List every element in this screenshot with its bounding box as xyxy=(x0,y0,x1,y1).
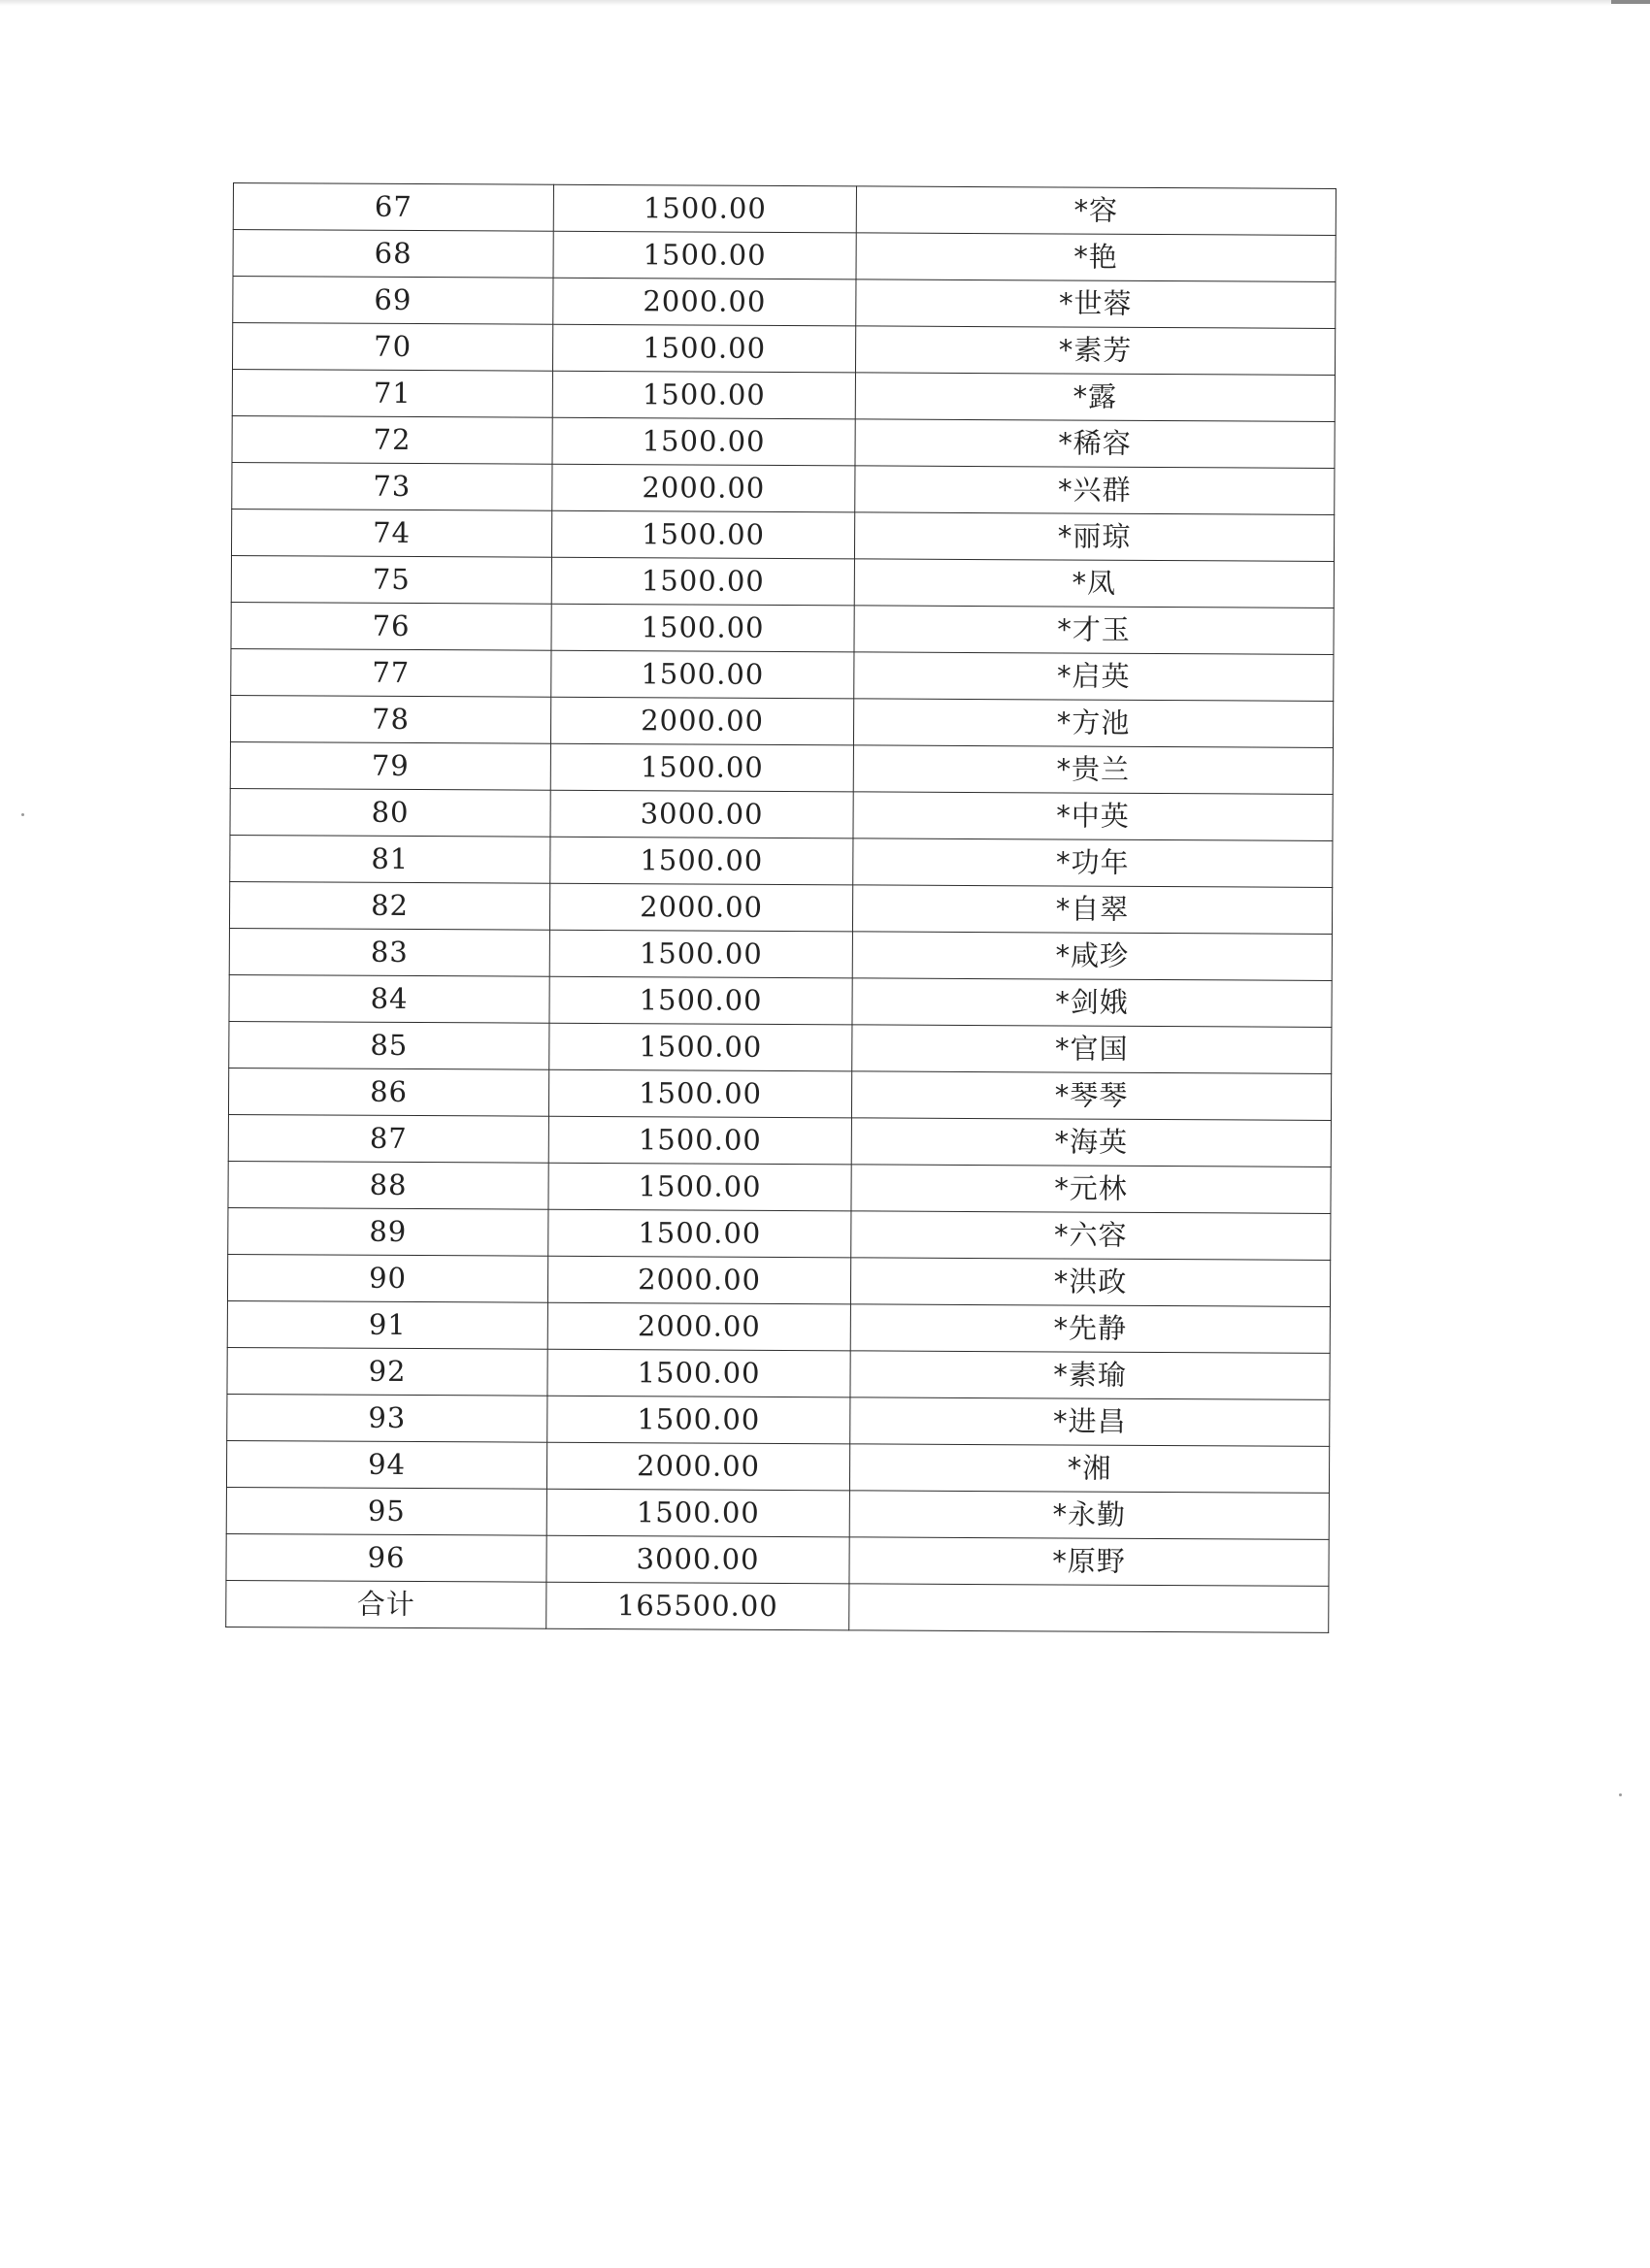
row-amount: 1500.00 xyxy=(550,837,853,885)
row-amount: 2000.00 xyxy=(550,697,853,745)
row-amount: 1500.00 xyxy=(552,371,855,419)
row-name: *丽琼 xyxy=(854,512,1334,562)
table-row xyxy=(230,741,1333,794)
row-name: *才玉 xyxy=(854,606,1334,655)
row-number: 78 xyxy=(230,695,550,743)
total-name-cell xyxy=(849,1584,1329,1633)
row-amount: 1500.00 xyxy=(548,1163,851,1211)
table-row xyxy=(232,369,1335,421)
row-number: 80 xyxy=(230,788,550,837)
row-name: *剑娥 xyxy=(852,978,1332,1028)
payment-table xyxy=(225,182,1336,1633)
row-name: *进昌 xyxy=(850,1397,1330,1447)
payment-table-body xyxy=(226,183,1336,1633)
total-amount: 165500.00 xyxy=(546,1582,849,1630)
table-row xyxy=(232,415,1335,468)
row-number: 84 xyxy=(229,974,549,1023)
row-amount: 1500.00 xyxy=(551,604,854,652)
row-name: *自翠 xyxy=(852,885,1332,935)
row-name: *海英 xyxy=(851,1118,1331,1167)
row-number: 74 xyxy=(231,509,551,557)
row-number: 77 xyxy=(231,648,551,697)
row-number: 70 xyxy=(232,323,552,372)
row-number: 86 xyxy=(228,1068,548,1116)
table-row xyxy=(233,230,1336,282)
table-row xyxy=(229,881,1332,934)
row-number: 71 xyxy=(232,369,552,417)
table-row xyxy=(227,1347,1330,1399)
row-number: 88 xyxy=(228,1161,548,1209)
row-number: 85 xyxy=(229,1021,549,1069)
table-row xyxy=(227,1300,1330,1353)
row-name: *方池 xyxy=(853,699,1333,748)
row-number: 75 xyxy=(231,555,551,604)
row-name: *湘 xyxy=(849,1444,1329,1494)
row-name: *贵兰 xyxy=(853,745,1333,795)
row-number: 89 xyxy=(228,1207,548,1256)
row-name: *露 xyxy=(855,373,1335,422)
row-number: 68 xyxy=(233,230,553,279)
table-row xyxy=(229,1021,1332,1073)
row-name: *容 xyxy=(856,186,1336,236)
table-row xyxy=(228,1068,1331,1120)
row-number: 76 xyxy=(231,602,551,650)
scan-corner-mark xyxy=(1611,0,1650,4)
row-number: 96 xyxy=(226,1533,546,1582)
table-row xyxy=(227,1394,1330,1446)
table-row xyxy=(231,648,1334,701)
row-amount: 1500.00 xyxy=(548,1116,851,1165)
row-number: 72 xyxy=(232,415,552,464)
row-name: *中英 xyxy=(853,792,1333,841)
row-amount: 1500.00 xyxy=(547,1396,850,1444)
table-row xyxy=(228,1161,1331,1213)
table-row xyxy=(232,462,1335,514)
table-row xyxy=(233,183,1336,236)
table-row xyxy=(230,788,1333,840)
row-amount: 2000.00 xyxy=(547,1256,850,1304)
row-amount: 1500.00 xyxy=(548,1209,851,1258)
row-amount: 1500.00 xyxy=(549,930,852,978)
row-number: 81 xyxy=(230,835,550,883)
row-amount: 2000.00 xyxy=(546,1442,849,1491)
row-amount: 1500.00 xyxy=(551,650,854,699)
row-name: *世蓉 xyxy=(856,279,1336,329)
row-number: 79 xyxy=(230,741,550,790)
row-number: 91 xyxy=(227,1300,547,1349)
row-amount: 3000.00 xyxy=(550,790,853,838)
table-row xyxy=(231,555,1334,608)
row-number: 83 xyxy=(229,928,549,976)
row-amount: 2000.00 xyxy=(547,1302,850,1351)
row-name: *凤 xyxy=(854,559,1334,608)
row-name: *稀容 xyxy=(855,419,1335,469)
table-row xyxy=(232,323,1335,376)
table-row xyxy=(226,1533,1329,1586)
row-amount: 1500.00 xyxy=(553,231,856,279)
table-row xyxy=(230,695,1333,747)
row-name: *功年 xyxy=(853,838,1333,888)
table-row xyxy=(229,928,1332,980)
row-name: *元林 xyxy=(851,1165,1331,1214)
row-name: *官国 xyxy=(852,1025,1332,1074)
row-amount: 1500.00 xyxy=(549,976,852,1025)
table-row xyxy=(230,835,1333,887)
row-amount: 1500.00 xyxy=(551,510,854,559)
row-name: *六容 xyxy=(851,1211,1331,1261)
row-number: 69 xyxy=(233,277,553,325)
row-number: 82 xyxy=(229,881,549,930)
table-row xyxy=(227,1254,1330,1306)
row-amount: 1500.00 xyxy=(552,417,855,466)
row-amount: 1500.00 xyxy=(547,1349,850,1397)
total-label: 合计 xyxy=(226,1580,546,1628)
table-row xyxy=(226,1440,1329,1493)
table-row xyxy=(231,509,1334,561)
table-row xyxy=(228,1207,1331,1260)
row-name: *素瑜 xyxy=(850,1351,1330,1400)
row-amount: 1500.00 xyxy=(550,743,853,792)
row-number: 92 xyxy=(227,1347,547,1396)
row-amount: 1500.00 xyxy=(552,324,855,373)
row-amount: 1500.00 xyxy=(551,557,854,606)
row-number: 73 xyxy=(232,462,552,510)
row-amount: 1500.00 xyxy=(553,184,856,233)
row-amount: 2000.00 xyxy=(552,464,855,512)
scan-speck xyxy=(1619,1793,1622,1796)
scan-top-edge xyxy=(0,0,1650,6)
row-name: *素芳 xyxy=(855,326,1335,376)
row-name: *洪政 xyxy=(850,1258,1330,1307)
row-amount: 2000.00 xyxy=(549,883,852,932)
document-page xyxy=(225,182,1336,1633)
row-number: 94 xyxy=(226,1440,546,1489)
table-row xyxy=(233,277,1336,329)
table-row xyxy=(228,1114,1331,1167)
row-name: *启英 xyxy=(854,652,1334,702)
row-amount: 1500.00 xyxy=(548,1069,851,1118)
row-number: 67 xyxy=(233,183,553,232)
row-name: *原野 xyxy=(849,1537,1329,1587)
row-number: 87 xyxy=(228,1114,548,1163)
row-number: 95 xyxy=(226,1487,546,1535)
scan-speck xyxy=(21,813,24,816)
total-row xyxy=(226,1580,1329,1632)
row-name: *兴群 xyxy=(855,466,1335,515)
row-number: 90 xyxy=(227,1254,547,1302)
table-row xyxy=(229,974,1332,1027)
row-amount: 1500.00 xyxy=(549,1023,852,1071)
row-name: *永勤 xyxy=(849,1491,1329,1540)
row-name: *琴琴 xyxy=(851,1071,1331,1121)
row-number: 93 xyxy=(227,1394,547,1442)
row-name: *艳 xyxy=(856,233,1336,282)
row-amount: 3000.00 xyxy=(546,1535,849,1584)
table-row xyxy=(226,1487,1329,1539)
row-amount: 2000.00 xyxy=(553,278,856,326)
table-row xyxy=(231,602,1334,654)
row-amount: 1500.00 xyxy=(546,1489,849,1537)
row-name: *先静 xyxy=(850,1304,1330,1354)
row-name: *咸珍 xyxy=(852,932,1332,981)
